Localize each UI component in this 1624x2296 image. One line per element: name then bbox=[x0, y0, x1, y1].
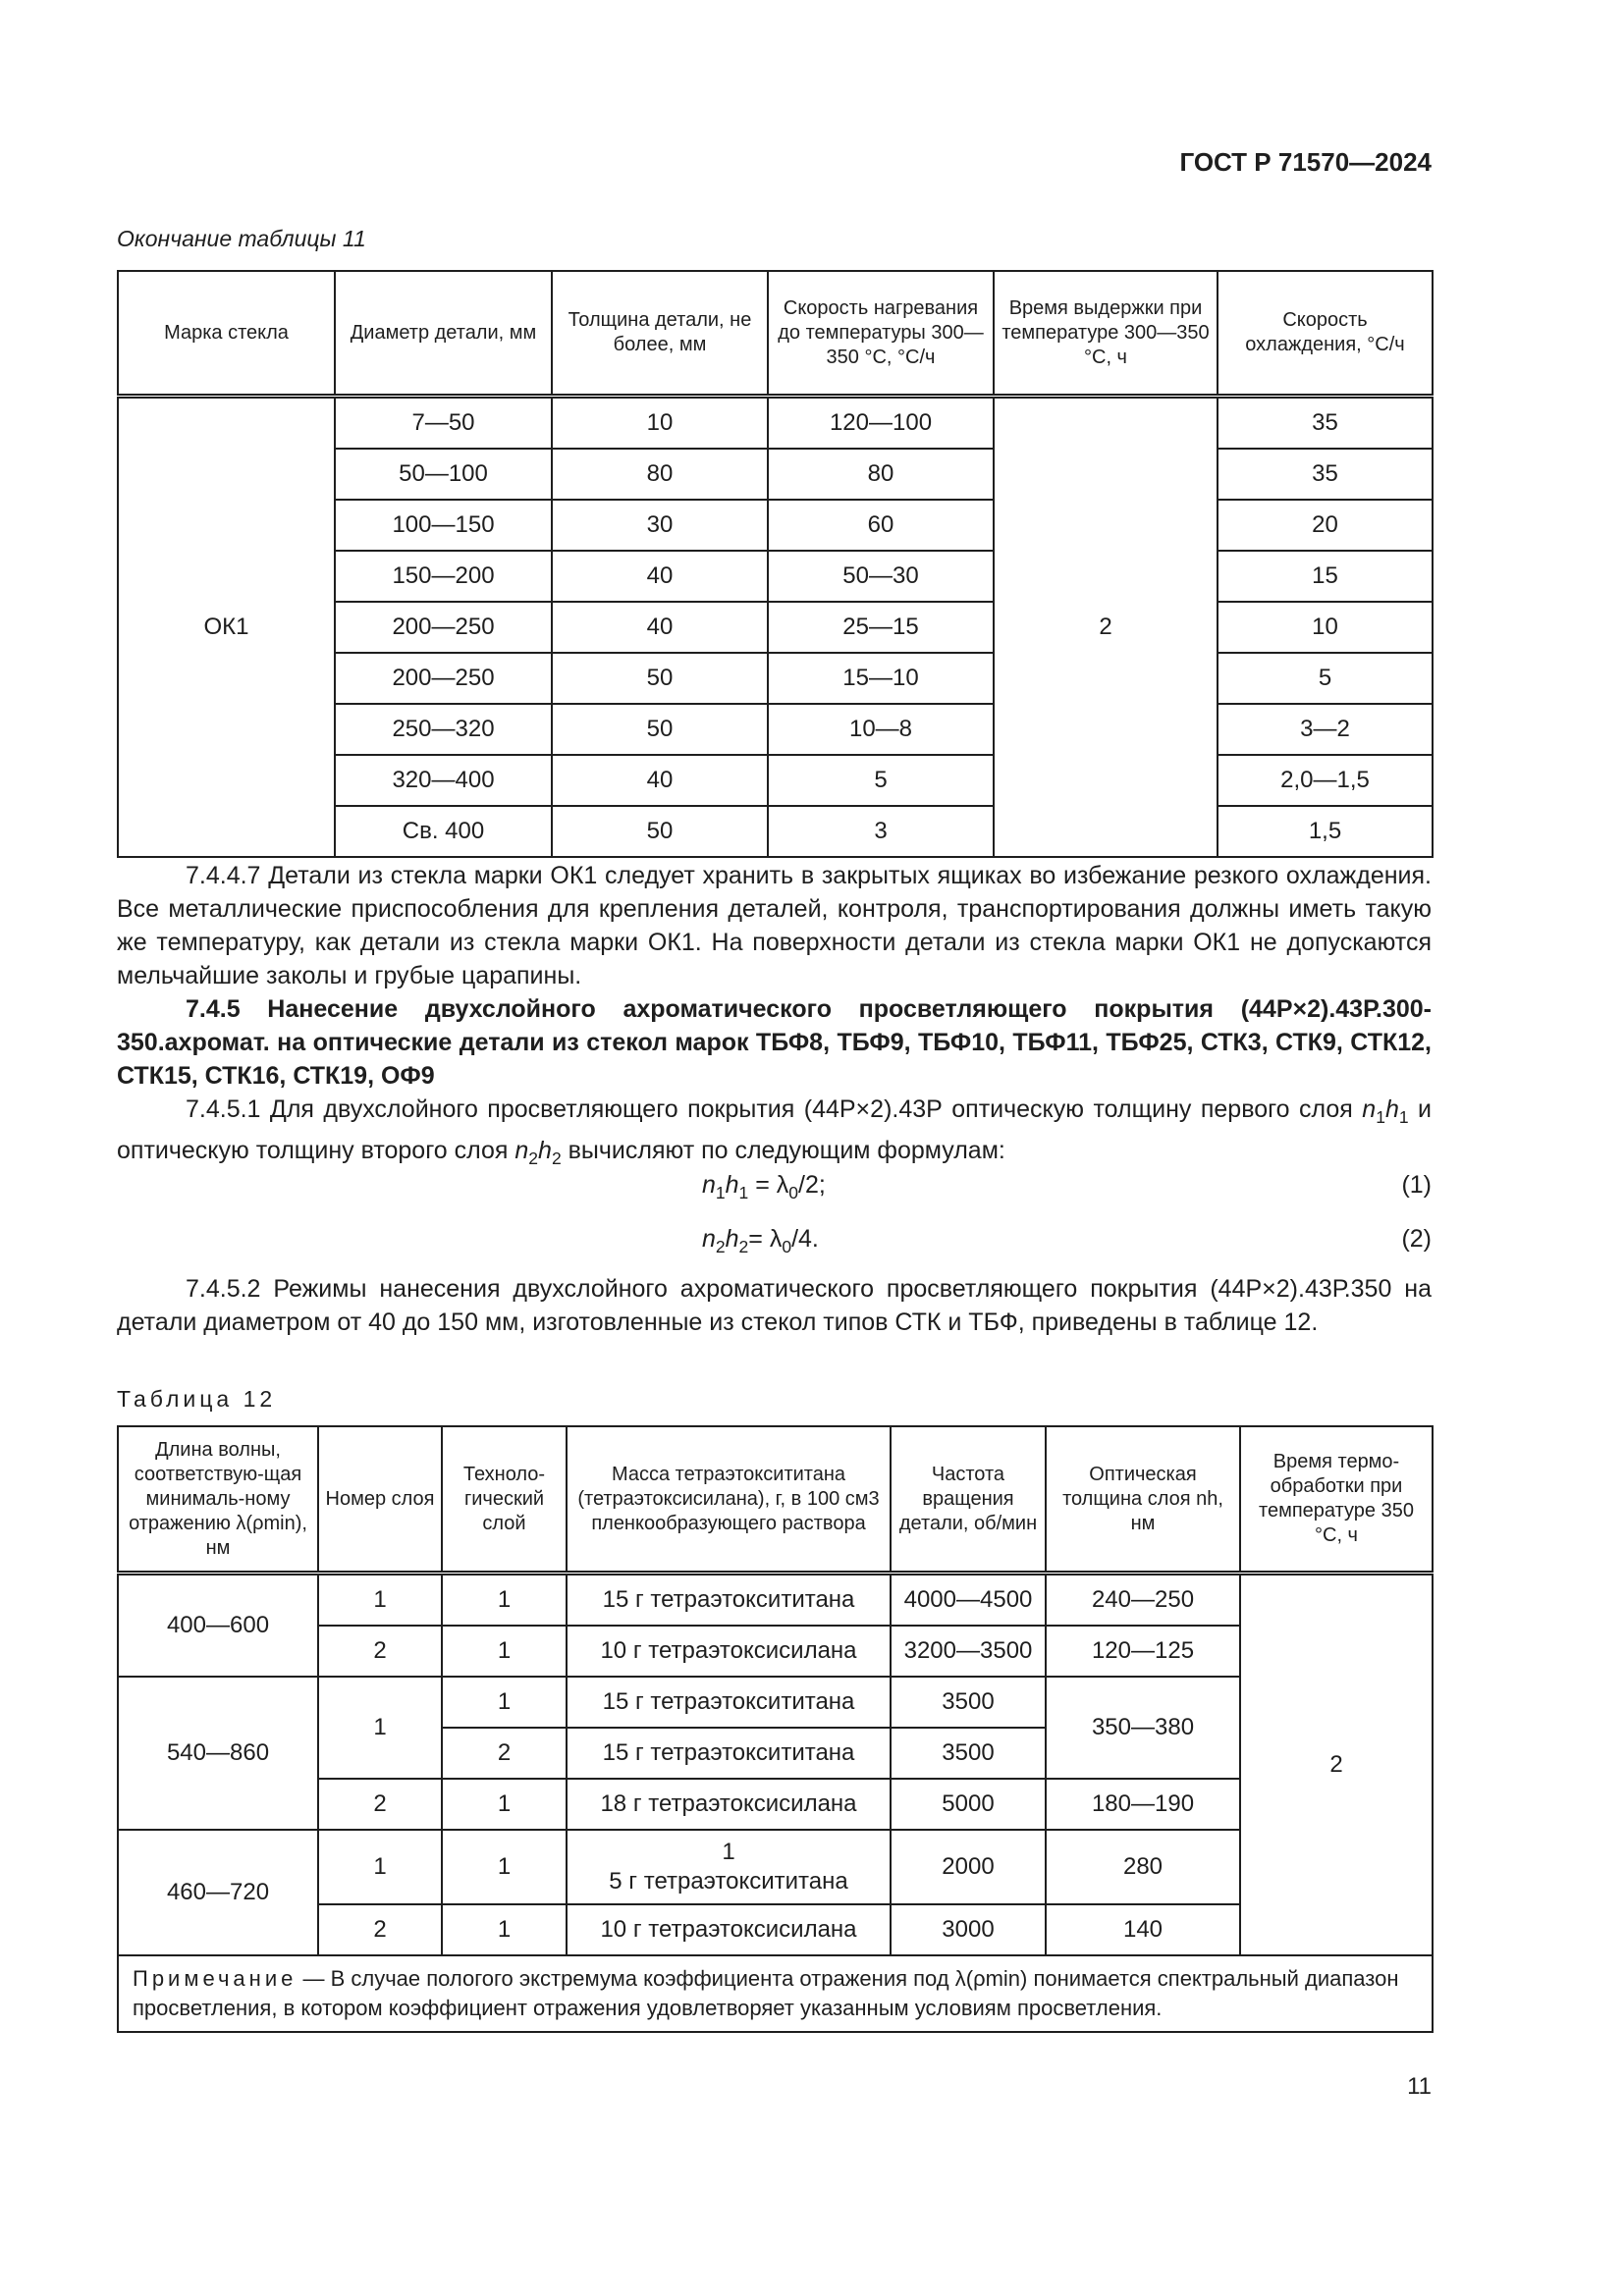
cell: 20 bbox=[1218, 500, 1433, 551]
cell: 15 bbox=[1218, 551, 1433, 602]
cell: 18 г тетраэтоксисилана bbox=[567, 1779, 891, 1830]
cell: 25—15 bbox=[768, 602, 994, 653]
table-note-row bbox=[118, 1955, 1433, 2032]
cell: 3 bbox=[768, 806, 994, 857]
note-text: — В случае пологого экстремума коэффициента отражения под λ(ρmin) понимается спектральный диапазон просветления, в котором коэффициент отражения удовлетворяет указанным условиям просветления. bbox=[133, 1966, 1399, 2020]
page-number: 11 bbox=[1407, 2073, 1432, 2100]
wavelength: 400—600 bbox=[118, 1574, 318, 1678]
section-heading: 7.4.5 Нанесение двухслойного ахроматического просветляющего покрытия (44Р×2).43Р.300-350.ахромат. на оптические детали из стекол марок ТБФ8, ТБФ9, ТБФ10, ТБФ11, ТБФ25, СТК3, СТК9, СТК12, СТК15, СТК16, СТК19, ОФ9 bbox=[117, 995, 1432, 1090]
cell: 15 г тетраэтоксититана bbox=[567, 1728, 891, 1779]
treatment-time: 2 bbox=[1240, 1574, 1433, 1956]
formula-text: /4. bbox=[791, 1225, 819, 1253]
cell: 3—2 bbox=[1218, 704, 1433, 755]
cell: 250—320 bbox=[335, 704, 552, 755]
cell: 2,0—1,5 bbox=[1218, 755, 1433, 806]
section-7-4-5 bbox=[117, 992, 1432, 1093]
paragraph-text: и оптическую толщину второго слоя bbox=[117, 1095, 1432, 1164]
cell: 1 bbox=[442, 1779, 567, 1830]
cell: 1 bbox=[318, 1677, 442, 1779]
col-header: Оптическая толщина слоя nh, нм bbox=[1046, 1426, 1240, 1574]
formula-text: /2; bbox=[798, 1171, 826, 1199]
document-code: ГОСТ Р 71570—2024 bbox=[1179, 147, 1432, 177]
col-header: Частота вращения детали, об/мин bbox=[891, 1426, 1046, 1574]
cell: 180—190 bbox=[1046, 1779, 1240, 1830]
cell: 5 bbox=[1218, 653, 1433, 704]
cell: 35 bbox=[1218, 397, 1433, 450]
table12-caption: Таблица 12 bbox=[117, 1386, 277, 1412]
cell: 5 bbox=[768, 755, 994, 806]
cell: 2 bbox=[442, 1728, 567, 1779]
cell: 1 bbox=[442, 1904, 567, 1955]
cell: 40 bbox=[552, 602, 768, 653]
cell: 1 bbox=[442, 1626, 567, 1677]
col-header: Диаметр детали, мм bbox=[335, 271, 552, 397]
paragraph-text: 7.4.5.2 Режимы нанесения двухслойного ахроматического просветляющего покрытия (44Р×2).43Р.350 на детали диаметром от 40 до 150 мм, изготовленные из стекол типов СТК и ТБФ, приведены в таблице 12. bbox=[117, 1275, 1432, 1336]
cell: 350—380 bbox=[1046, 1677, 1240, 1779]
paragraph-text: 7.4.4.7 Детали из стекла марки ОК1 следует хранить в закрытых ящиках во избежание резкого охлаждения. Все металлические приспособления для крепления деталей, контроля, транспортирования должны иметь такую же температуру, как детали из стекла марки ОК1. На поверхности детали из стекла марки ОК1 не допускаются мельчайшие заколы и грубые царапины. bbox=[117, 862, 1432, 989]
cell: 3500 bbox=[891, 1677, 1046, 1728]
note-label: Примечание bbox=[133, 1966, 298, 1991]
col-header: Скорость нагревания до температуры 300—350 °С, °С/ч bbox=[768, 271, 994, 397]
cell: 3000 bbox=[891, 1904, 1046, 1955]
cell: 10 г тетраэтоксисилана bbox=[567, 1626, 891, 1677]
formula-2: $n_2h_2= \lambda_0/4$. (2) bbox=[702, 1225, 1432, 1256]
cell: 10 bbox=[1218, 602, 1433, 653]
formula-1: $n_1h_1 = \lambda_0/2$; (1) bbox=[702, 1171, 1432, 1202]
cell: 1 bbox=[442, 1574, 567, 1627]
table-row bbox=[118, 1574, 1433, 1627]
wavelength: 460—720 bbox=[118, 1830, 318, 1955]
col-header: Время термо-обработки при температуре 350 °С, ч bbox=[1240, 1426, 1433, 1574]
cell: 3200—3500 bbox=[891, 1626, 1046, 1677]
paragraph-7451: 7.4.5.1 Для двухслойного просветляющего покрытия (44Р×2).43Р оптическую толщину первого слоя $n_1h_1$ и оптическую толщину второго слоя $n_2h_2$ вычисляют по следующим формулам: bbox=[117, 1095, 1432, 1168]
col-header: Техноло-гический слой bbox=[442, 1426, 567, 1574]
cell: 100—150 bbox=[335, 500, 552, 551]
cell: 120—125 bbox=[1046, 1626, 1240, 1677]
formula-text: = λ bbox=[748, 1225, 783, 1253]
hold-time: 2 bbox=[994, 397, 1218, 858]
glass-brand: ОК1 bbox=[118, 397, 335, 858]
cell: 80 bbox=[768, 449, 994, 500]
cell: 4000—4500 bbox=[891, 1574, 1046, 1627]
cell: 30 bbox=[552, 500, 768, 551]
cell: 3500 bbox=[891, 1728, 1046, 1779]
col-header: Номер слоя bbox=[318, 1426, 442, 1574]
col-header: Марка стекла bbox=[118, 271, 335, 397]
formula-number: (1) bbox=[1401, 1171, 1432, 1199]
paragraph-7447 bbox=[117, 859, 1432, 992]
cell: 50—100 bbox=[335, 449, 552, 500]
formula-text: = λ bbox=[748, 1171, 789, 1199]
cell: 5000 bbox=[891, 1779, 1046, 1830]
cell bbox=[567, 1830, 891, 1904]
cell: 50 bbox=[552, 653, 768, 704]
cell: 150—200 bbox=[335, 551, 552, 602]
table11-caption: Окончание таблицы 11 bbox=[117, 226, 366, 251]
cell: 1,5 bbox=[1218, 806, 1433, 857]
table-12 bbox=[117, 1425, 1434, 2033]
wavelength: 540—860 bbox=[118, 1677, 318, 1830]
cell: 35 bbox=[1218, 449, 1433, 500]
cell: 140 bbox=[1046, 1904, 1240, 1955]
col-header: Скорость охлаждения, °С/ч bbox=[1218, 271, 1433, 397]
paragraph-7452 bbox=[117, 1272, 1432, 1339]
col-header: Длина волны, соответствую-щая минималь-ному отражению λ(ρmin), нм bbox=[118, 1426, 318, 1574]
cell: 2 bbox=[318, 1626, 442, 1677]
cell: 1 bbox=[318, 1574, 442, 1627]
table-row bbox=[118, 1677, 1433, 1728]
cell: 50 bbox=[552, 704, 768, 755]
cell: 7—50 bbox=[335, 397, 552, 450]
cell: 280 bbox=[1046, 1830, 1240, 1904]
cell: 40 bbox=[552, 755, 768, 806]
cell: 80 bbox=[552, 449, 768, 500]
cell: 240—250 bbox=[1046, 1574, 1240, 1627]
col-header: Масса тетраэтоксититана (тетраэтоксисилана), г, в 100 см3 пленкообразующего раствора bbox=[567, 1426, 891, 1574]
cell: 50 bbox=[552, 806, 768, 857]
cell: 15—10 bbox=[768, 653, 994, 704]
cell: 15 г тетраэтоксититана bbox=[567, 1574, 891, 1627]
cell: 200—250 bbox=[335, 653, 552, 704]
paragraph-text: 7.4.5.1 Для двухслойного просветляющего покрытия (44Р×2).43Р оптическую толщину первого слоя bbox=[186, 1095, 1353, 1123]
cell: 1 bbox=[442, 1830, 567, 1904]
cell: 10 г тетраэтоксисилана bbox=[567, 1904, 891, 1955]
cell: 120—100 bbox=[768, 397, 994, 450]
cell: 10—8 bbox=[768, 704, 994, 755]
table-11 bbox=[117, 270, 1434, 858]
paragraph-text: вычисляют по следующим формулам: bbox=[568, 1137, 1005, 1164]
col-header: Время выдержки при температуре 300—350 °С, ч bbox=[994, 271, 1218, 397]
table-row bbox=[118, 1830, 1433, 1904]
cell: 2 bbox=[318, 1779, 442, 1830]
formula-number: (2) bbox=[1401, 1225, 1432, 1253]
cell: 50—30 bbox=[768, 551, 994, 602]
table-note bbox=[118, 1955, 1433, 2032]
cell: 1 bbox=[442, 1677, 567, 1728]
cell: 10 bbox=[552, 397, 768, 450]
cell: 40 bbox=[552, 551, 768, 602]
cell-text: 5 г тетраэтоксититана bbox=[609, 1868, 848, 1895]
col-header: Толщина детали, не более, мм bbox=[552, 271, 768, 397]
cell: 1 bbox=[318, 1830, 442, 1904]
cell: 320—400 bbox=[335, 755, 552, 806]
cell: 2 bbox=[318, 1904, 442, 1955]
cell: Св. 400 bbox=[335, 806, 552, 857]
cell-text: 1 bbox=[722, 1839, 735, 1865]
cell: 60 bbox=[768, 500, 994, 551]
cell: 200—250 bbox=[335, 602, 552, 653]
cell: 15 г тетраэтоксититана bbox=[567, 1677, 891, 1728]
cell: 2000 bbox=[891, 1830, 1046, 1904]
table-row bbox=[118, 397, 1433, 450]
